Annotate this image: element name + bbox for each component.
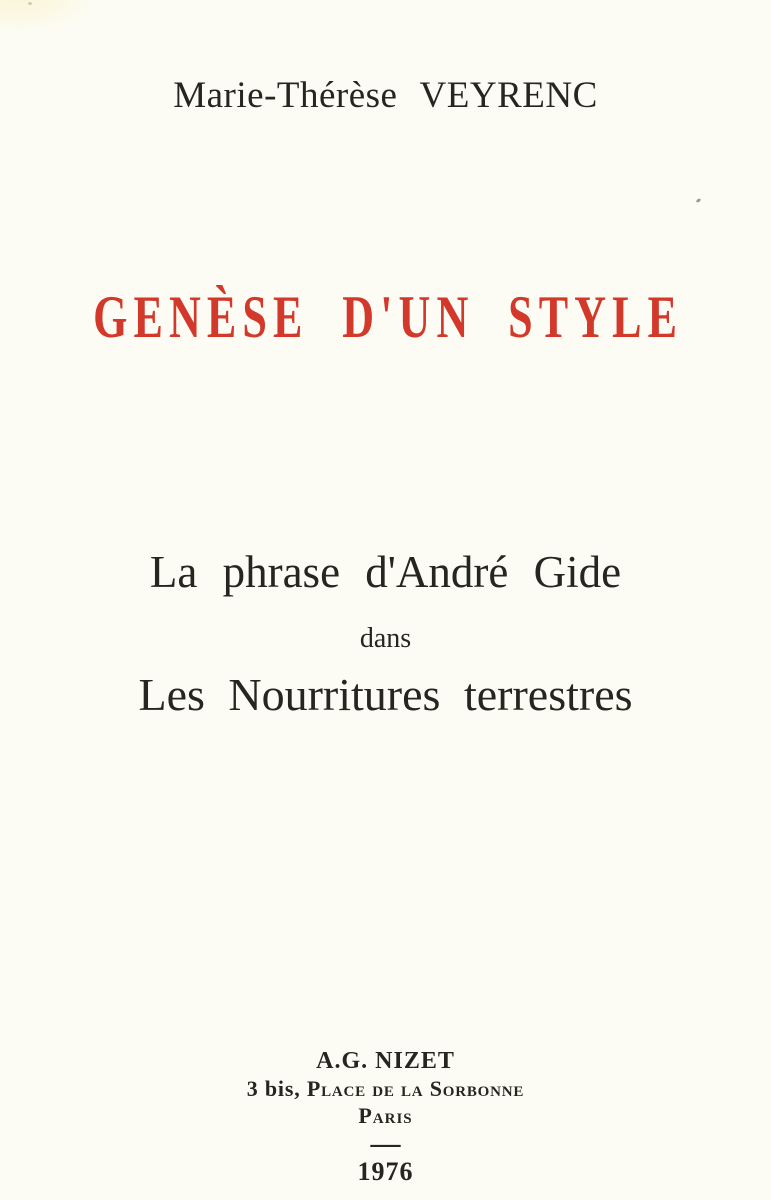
publisher-address-street: Place de la Sorbonne [306, 1076, 525, 1101]
publisher-address [0, 1076, 771, 1102]
publication-year: 1976 [357, 1157, 414, 1186]
subtitle-connector: dans [359, 623, 412, 654]
subtitle-line-2: Les Nourritures terrestres [138, 669, 633, 720]
publisher-city: Paris [358, 1103, 413, 1128]
main-title-block [0, 282, 771, 351]
publisher-name: A.G. NIZET [316, 1048, 455, 1074]
scan-speck [696, 198, 702, 203]
book-title: GENÈSE D'UN STYLE [93, 282, 684, 351]
divider-dash: — [370, 1127, 401, 1160]
publisher-address-number: 3 bis, [246, 1076, 301, 1101]
scan-corner-smudge [0, 0, 90, 30]
author-name: Marie-Thérèse VEYRENC [173, 75, 598, 116]
scan-speck [28, 2, 32, 5]
subtitle-line-1: La phrase d'André Gide [149, 547, 622, 597]
